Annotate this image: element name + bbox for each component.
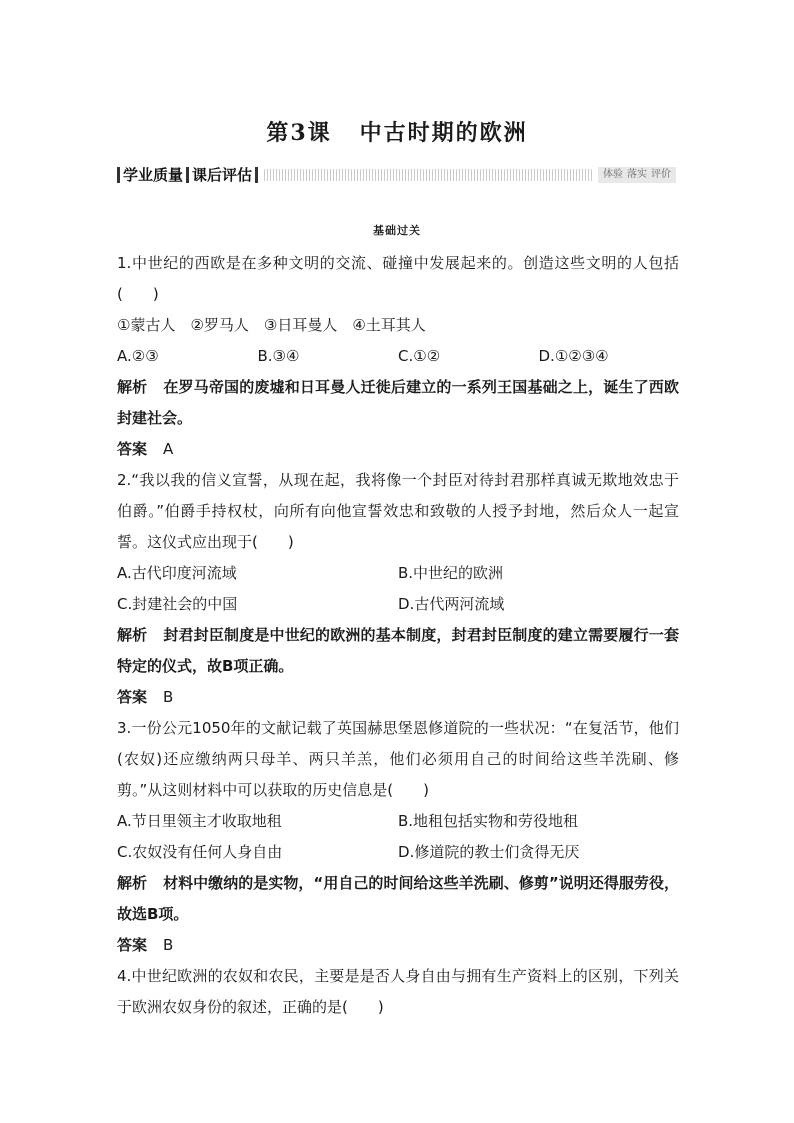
analysis: [117, 372, 679, 434]
answer: [117, 434, 679, 465]
lesson-name: 中古时期的欧洲: [359, 120, 528, 146]
analysis-text: 材料中缴纳的是实物，“用自己的时间给这些羊洗刷、修剪”说明还得服劳役，故选B项。: [117, 874, 679, 923]
question-stem: 4.中世纪欧洲的农奴和农民，主要是是否人身自由与拥有生产资料上的区别，下列关于欧洲农奴身份的叙述，正确的是( ): [117, 967, 679, 1016]
question-stem: 2.“我以我的信义宣誓，从现在起，我将像一个封臣对待封君那样真诚无欺地效忠于伯爵。”伯爵手持权杖，向所有向他宣誓效忠和致敬的人授予封地，然后众人一起宣誓。这仪式应出现于( ): [117, 471, 679, 551]
answer-label: 答案: [117, 440, 148, 458]
answer-value: B: [163, 936, 174, 954]
question-options: [117, 806, 679, 837]
option-d: D.①②③④: [538, 347, 609, 365]
banner-tag-quality: 学业质量: [123, 166, 184, 184]
option-d: D.古代两河流域: [398, 595, 505, 613]
option-b: B.③④: [257, 347, 300, 365]
banner-keyword: 落实: [627, 169, 647, 180]
page-title: [0, 116, 794, 147]
lesson-number: 第3课: [266, 120, 332, 146]
option-b: B.地租包括实物和劳役地租: [398, 812, 579, 830]
option-d: D.修道院的教士们贪得无厌: [398, 843, 580, 861]
banner-keywords: [598, 167, 676, 183]
question-options: [117, 558, 679, 589]
answer-value: A: [163, 440, 174, 458]
question-stem: 1.中世纪的西欧是在多种文明的交流、碰撞中发展起来的。创造这些文明的人包括( ): [117, 254, 679, 303]
analysis: [117, 620, 679, 682]
banner-divider: [255, 167, 258, 183]
option-b: B.中世纪的欧洲: [398, 564, 504, 582]
banner-keyword: 评价: [651, 169, 671, 180]
answer: [117, 930, 679, 961]
section-banner: [117, 166, 676, 184]
analysis-text: 在罗马帝国的废墟和日耳曼人迁徙后建立的一系列王国基础之上，诞生了西欧封建社会。: [117, 378, 679, 427]
analysis-label: 解析: [117, 874, 148, 892]
question-options: [117, 837, 679, 868]
option-c: C.封建社会的中国: [117, 595, 238, 613]
question-stem: 3.一份公元1050年的文献记载了英国赫思堡恩修道院的一些状况：“在复活节，他们(农奴)还应缴纳两只母羊、两只羊羔，他们必须用自己的时间给这些羊洗刷、修剪。”从这则材料中可以获取的历史信息是( ): [117, 719, 679, 799]
answer-value: B: [163, 688, 174, 706]
analysis-label: 解析: [117, 626, 148, 644]
answer-label: 答案: [117, 688, 148, 706]
question-options: [117, 589, 679, 620]
option-a: A.节日里领主才收取地租: [117, 812, 282, 830]
banner-pattern: [264, 169, 592, 181]
option-c: C.①②: [398, 347, 441, 365]
analysis-text: 封君封臣制度是中世纪的欧洲的基本制度，封君封臣制度的建立需要履行一套特定的仪式，故B项正确。: [117, 626, 679, 675]
answer-label: 答案: [117, 936, 148, 954]
question-options: [117, 341, 679, 372]
question-items: ①蒙古人 ②罗马人 ③日耳曼人 ④土耳其人: [117, 316, 426, 334]
option-c: C.农奴没有任何人身自由: [117, 843, 283, 861]
banner-tag-evaluation: 课后评估: [192, 166, 253, 184]
question-list: [117, 248, 679, 1023]
answer: [117, 682, 679, 713]
analysis: [117, 868, 679, 930]
analysis-label: 解析: [117, 378, 148, 396]
section-title: 基础过关: [373, 224, 421, 237]
banner-keyword: 体验: [603, 169, 623, 180]
option-a: A.②③: [117, 347, 159, 365]
option-a: A.古代印度河流域: [117, 564, 237, 582]
